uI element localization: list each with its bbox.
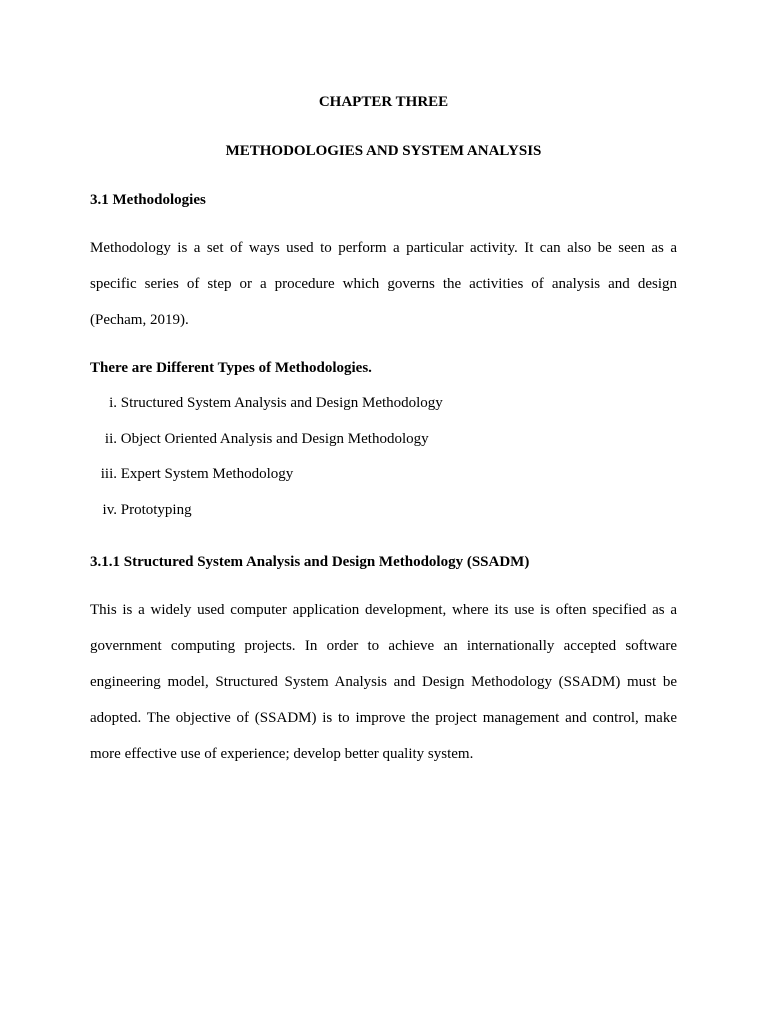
paragraph-line: specific series of step or a procedure which governs the activities of analysis and design <box>90 276 677 292</box>
paragraph-line: This is a widely used computer application development, where its use is often specified as a <box>90 602 677 618</box>
methodology-types-heading: There are Different Types of Methodologies. <box>90 360 372 376</box>
section-3-1-paragraph <box>90 230 677 338</box>
list-item <box>90 386 443 422</box>
paragraph-line: (Pecham, 2019). <box>90 312 189 328</box>
list-item-text: Structured System Analysis and Design Methodology <box>120 395 443 411</box>
chapter-subtitle: METHODOLOGIES AND SYSTEM ANALYSIS <box>225 143 542 159</box>
section-heading-3-1-1: 3.1.1 Structured System Analysis and Design Methodology (SSADM) <box>90 554 530 570</box>
paragraph-line: engineering model, Structured System Analysis and Design Methodology (SSADM) must be <box>90 674 677 690</box>
paragraph-line: Methodology is a set of ways used to perform a particular activity. It can also be seen as a <box>90 240 677 256</box>
list-item-number: iv. <box>102 502 117 519</box>
chapter-title: CHAPTER THREE <box>318 94 449 110</box>
list-item <box>90 457 443 493</box>
paragraph-line: government computing projects. In order to achieve an internationally accepted software <box>90 638 677 654</box>
list-item-text: Object Oriented Analysis and Design Methodology <box>120 430 429 447</box>
section-heading-3-1: 3.1 Methodologies <box>90 192 206 208</box>
list-item-text: Expert System Methodology <box>120 466 294 483</box>
list-item-number: ii. <box>104 430 117 447</box>
document-page <box>90 0 677 1024</box>
paragraph-line: adopted. The objective of (SSADM) is to improve the project management and control, make <box>90 710 677 726</box>
list-item-number: i. <box>109 395 117 411</box>
methodology-types-list <box>90 386 443 529</box>
section-3-1-1-paragraph <box>90 592 677 772</box>
list-item <box>90 422 443 458</box>
paragraph-line: more effective use of experience; develop better quality system. <box>90 746 474 762</box>
list-item <box>90 493 443 529</box>
list-item-number: iii. <box>100 466 117 483</box>
list-item-text: Prototyping <box>120 502 192 519</box>
